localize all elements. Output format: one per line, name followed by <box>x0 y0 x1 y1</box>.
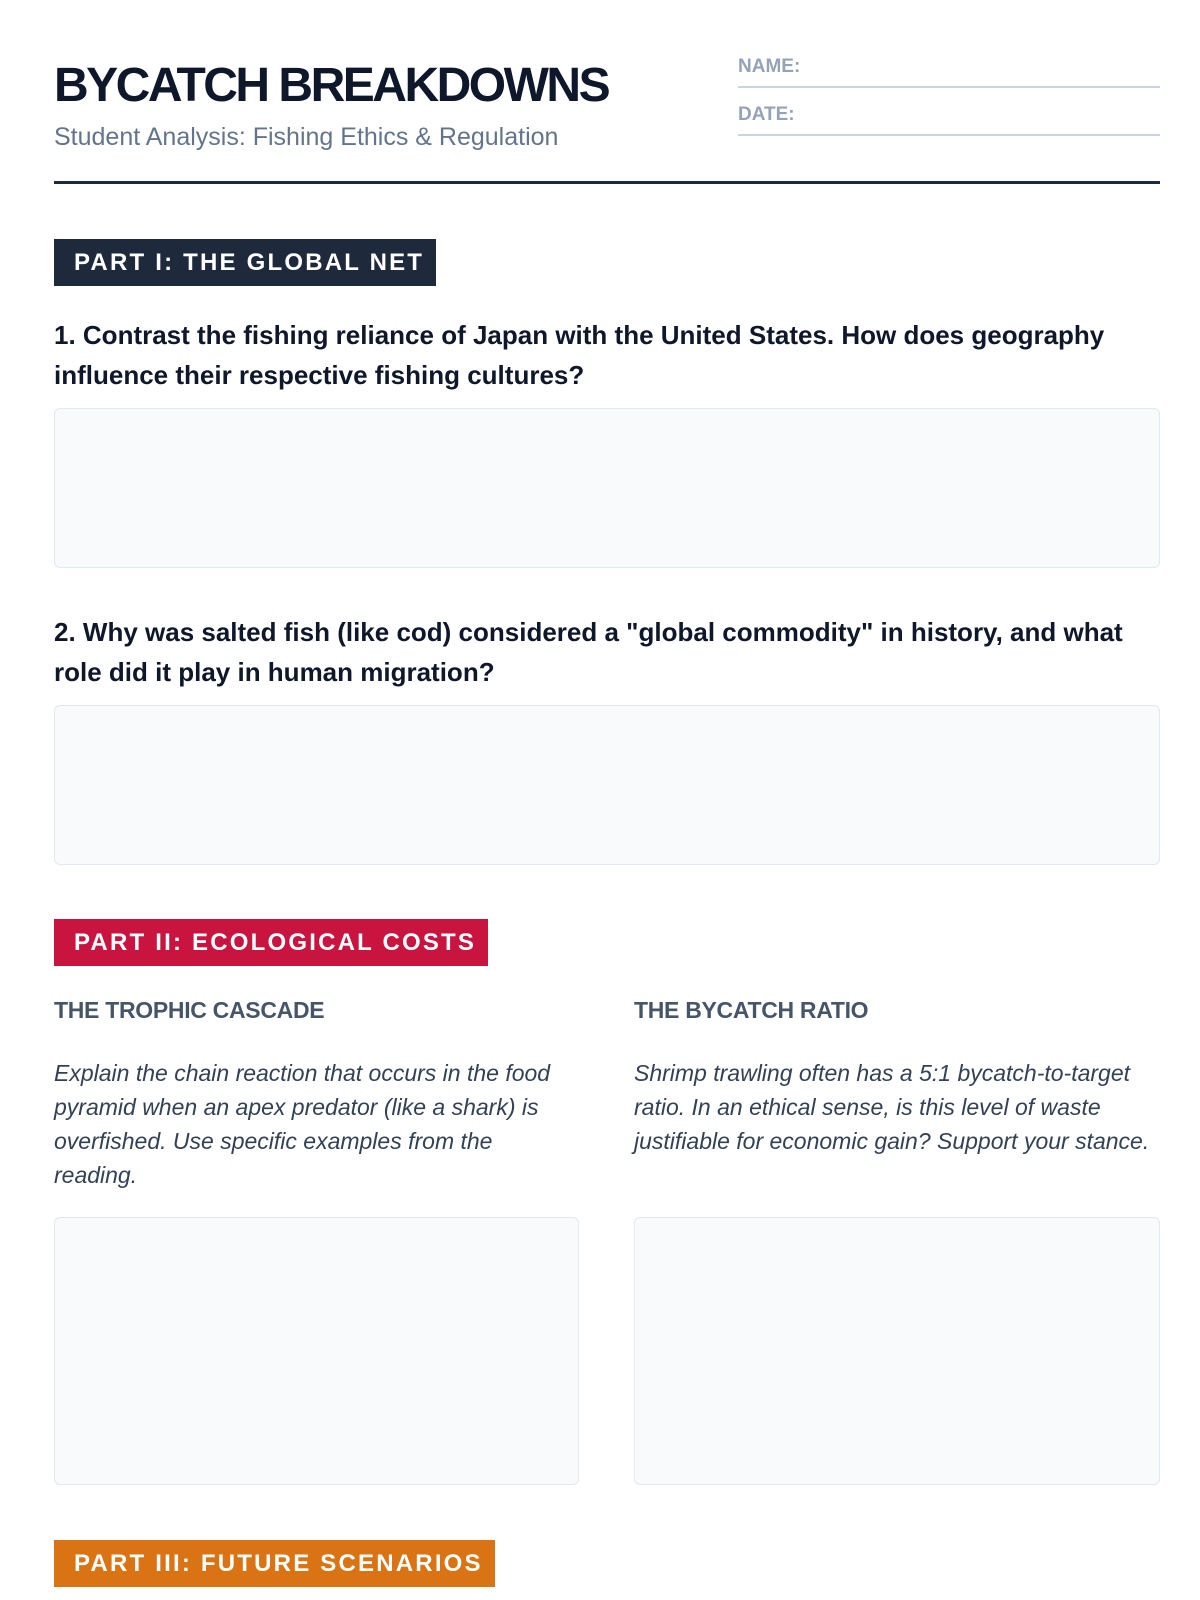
name-label: NAME: <box>738 56 801 77</box>
name-field[interactable] <box>738 52 1160 88</box>
date-field[interactable] <box>738 100 1160 136</box>
bycatch-ratio-heading: THE BYCATCH RATIO <box>634 997 869 1023</box>
bycatch-ratio-prompt: Shrimp trawling often has a 5:1 bycatch-to-target ratio. In an ethical sense, is this level of waste justifiable for economic gain? Support your stance. <box>634 1060 1150 1154</box>
part-1-badge: PART I: THE GLOBAL NET <box>54 239 436 286</box>
worksheet-header <box>54 52 1160 184</box>
trophic-cascade-heading: THE TROPHIC CASCADE <box>54 997 325 1023</box>
worksheet-subtitle: Student Analysis: Fishing Ethics & Regulation <box>54 123 559 151</box>
trophic-cascade-answer-box[interactable] <box>54 1217 579 1485</box>
worksheet-title: BYCATCH BREAKDOWNS <box>54 59 609 112</box>
trophic-cascade-prompt: Explain the chain reaction that occurs in the food pyramid when an apex predator (like a shark) is overfished. Use specific examples from the reading. <box>54 1060 551 1188</box>
question-2: 2. Why was salted fish (like cod) considered a "global commodity" in history, and what role did it play in human migration? <box>54 617 1123 687</box>
bycatch-ratio-answer-box[interactable] <box>634 1217 1160 1485</box>
question-1: 1. Contrast the fishing reliance of Japan with the United States. How does geography influence their respective fishing cultures? <box>54 320 1105 390</box>
answer-box-2[interactable] <box>54 705 1160 865</box>
part-2-badge: PART II: ECOLOGICAL COSTS <box>54 919 488 966</box>
answer-box-1[interactable] <box>54 408 1160 568</box>
part-3-badge: PART III: FUTURE SCENARIOS <box>54 1540 495 1587</box>
date-label: DATE: <box>738 104 795 125</box>
